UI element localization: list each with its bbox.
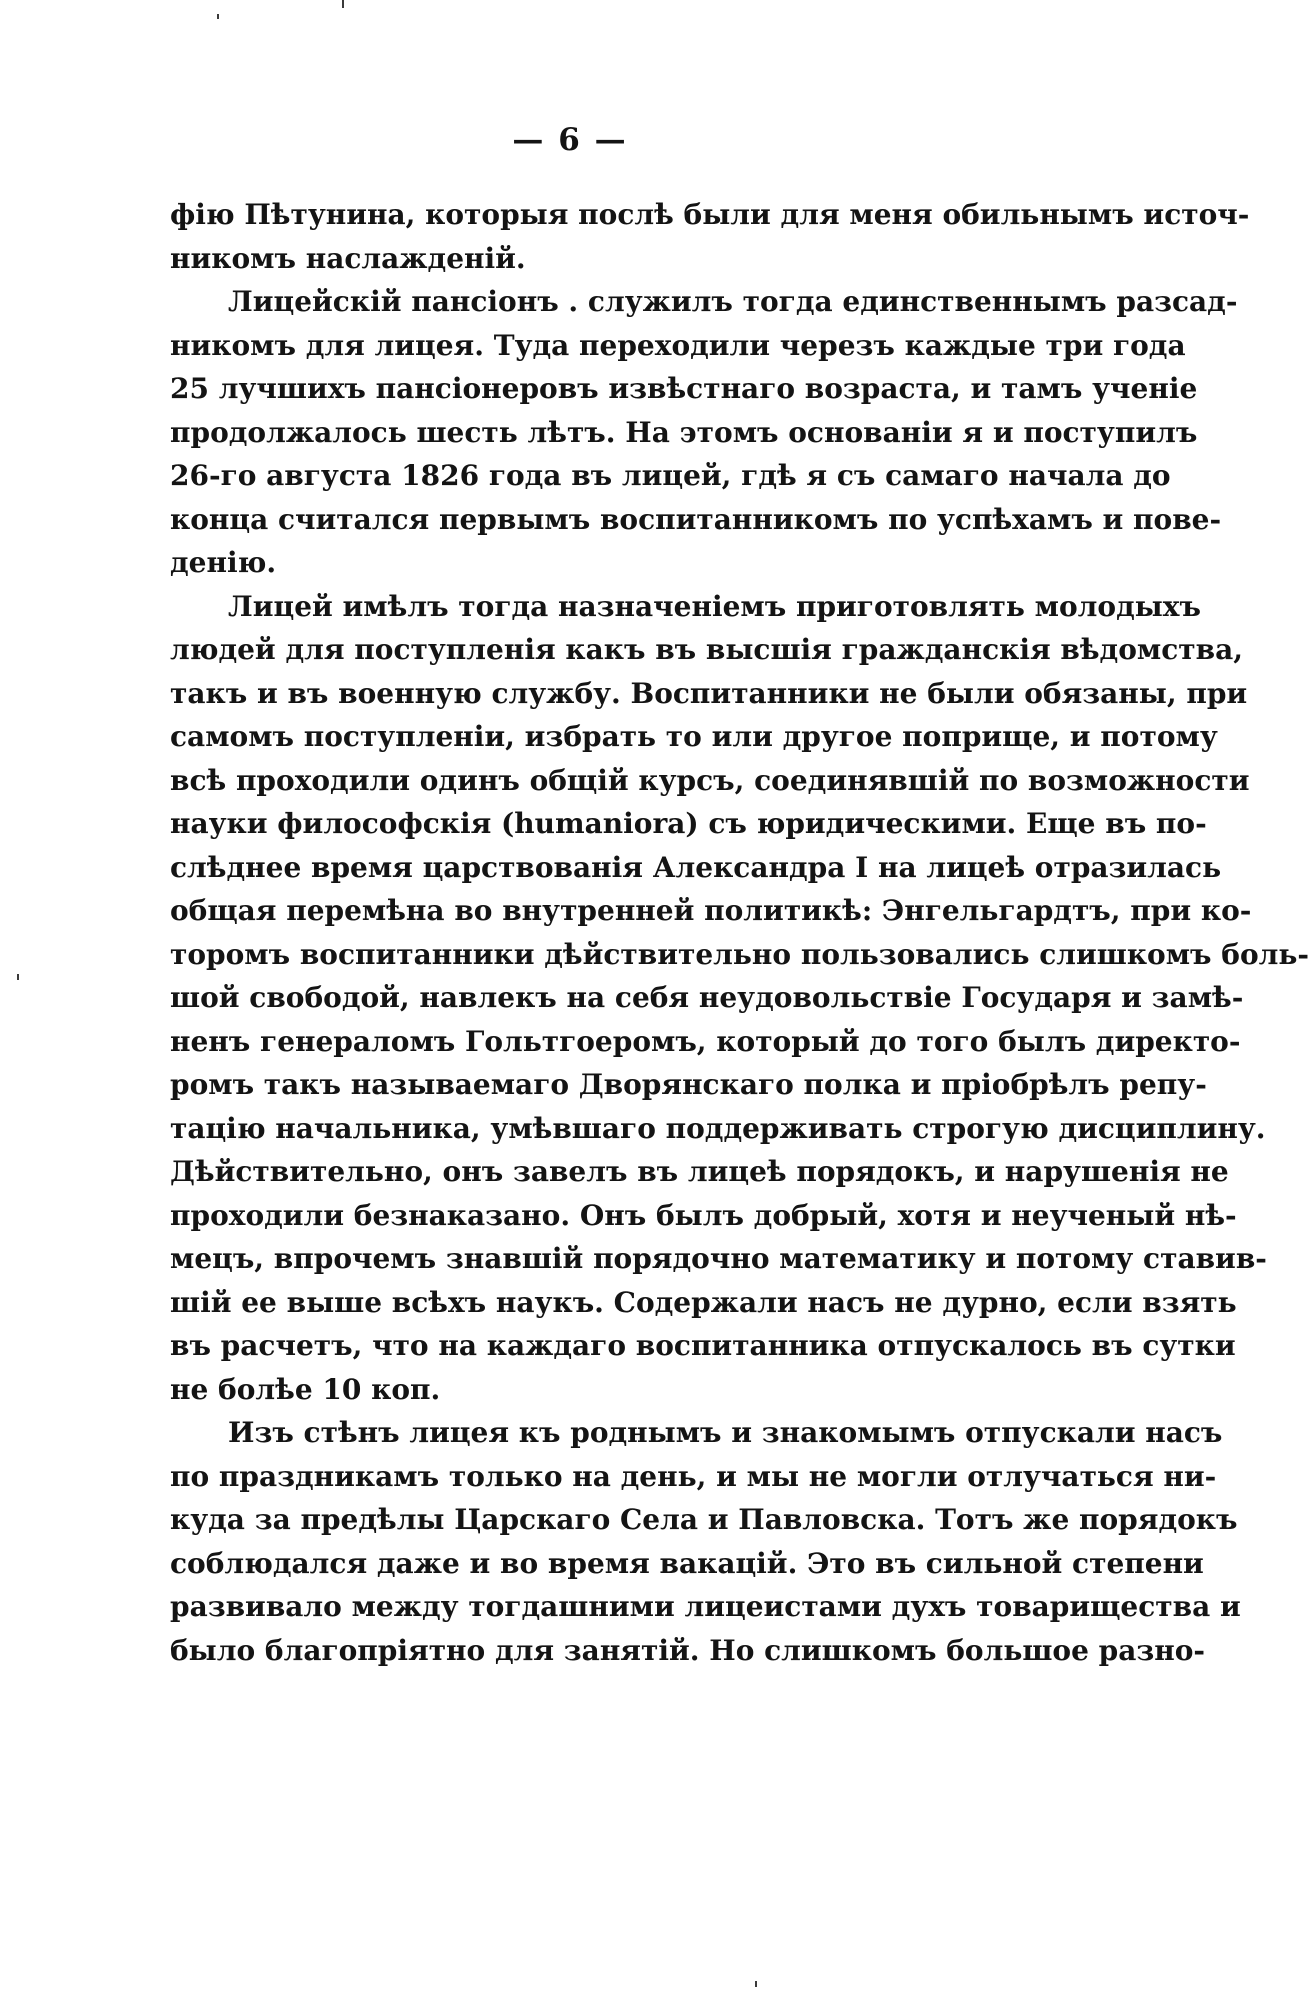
text-line: Дѣйствительно, онъ завелъ въ лицеѣ порядокъ, и нарушенія не (170, 1155, 1229, 1188)
text-line: было благопріятно для занятій. Но слишкомъ большое разно- (170, 1633, 1206, 1667)
text-line: въ расчетъ, что на каждаго воспитанника отпускалось въ сутки (170, 1329, 1236, 1362)
text-line: развивало между тогдашними лицеистами духъ товарищества и (170, 1590, 1241, 1623)
text-line: не болѣе 10 коп. (170, 1372, 441, 1406)
text-line: по праздникамъ только на день, и мы не могли отлучаться ни- (170, 1459, 1217, 1493)
text-line: ненъ генераломъ Гольтгоеромъ, который до того былъ директо- (170, 1024, 1241, 1058)
text-line: Лицейскій пансіонъ . служилъ тогда единственнымъ разсад- (228, 285, 1238, 318)
text-line: торомъ воспитанники дѣйствительно пользовались слишкомъ боль- (170, 937, 1309, 971)
paragraph-2 (170, 280, 1238, 585)
text-line: всѣ проходили одинъ общій курсъ, соединявшій по возможности (170, 763, 1250, 797)
text-line: науки философскія (humaniora) съ юридическими. Еще въ по- (170, 807, 1207, 840)
text-line: людей для поступленія какъ въ высшія гражданскія вѣдомства, (170, 633, 1243, 666)
paragraph-3 (170, 585, 1309, 1412)
text-line: общая перемѣна во внутренней политикѣ: Энгельгардтъ, при ко- (170, 894, 1252, 927)
text-line: слѣднее время царствованія Александра I на лицеѣ отразилась (170, 850, 1222, 884)
text-line: конца считался первымъ воспитанникомъ по успѣхамъ и пове- (170, 502, 1222, 536)
scan-speck-top (342, 0, 344, 8)
text-line: соблюдался даже и во время вакацій. Это въ сильной степени (170, 1546, 1204, 1580)
scan-speck-left-mid (17, 974, 19, 980)
text-line: ромъ такъ называемаго Дворянскаго полка и пріобрѣлъ репу- (170, 1068, 1207, 1101)
text-line: продолжалось шесть лѣтъ. На этомъ основаніи я и поступилъ (170, 415, 1198, 449)
paragraph-4 (170, 1411, 1241, 1672)
page-number: — 6 — (512, 122, 628, 158)
text-line: тацію начальника, умѣвшаго поддерживать строгую дисциплину. (170, 1111, 1266, 1145)
text-line: 25 лучшихъ пансіонеровъ извѣстнаго возраста, и тамъ ученіе (170, 372, 1198, 405)
text-line: фію Пѣтунина, которыя послѣ были для меня обильнымъ источ- (170, 198, 1250, 231)
text-line: мецъ, впрочемъ знавшій порядочно математику и потому ставив- (170, 1242, 1267, 1275)
body-text (170, 193, 1309, 1672)
text-line: шой свободой, навлекъ на себя неудовольствіе Государя и замѣ- (170, 981, 1244, 1014)
scan-speck-left-top (217, 14, 219, 19)
text-line: самомъ поступленіи, избрать то или другое поприще, и потому (170, 720, 1218, 753)
text-line: куда за предѣлы Царскаго Села и Павловска. Тотъ же порядокъ (170, 1503, 1238, 1536)
text-line: никомъ для лицея. Туда переходили черезъ каждые три года (170, 328, 1186, 362)
text-line: Изъ стѣнъ лицея къ роднымъ и знакомымъ отпускали насъ (228, 1416, 1223, 1449)
text-line: никомъ наслажденій. (170, 241, 526, 275)
text-line: такъ и въ военную службу. Воспитанники не были обязаны, при (170, 676, 1248, 710)
text-line: 26-го августа 1826 года въ лицей, гдѣ я съ самаго начала до (170, 459, 1171, 492)
text-line: шій ее выше всѣхъ наукъ. Содержали насъ не дурно, если взять (170, 1285, 1237, 1319)
paragraph-1 (170, 193, 1250, 280)
text-line: проходили безнаказано. Онъ былъ добрый, хотя и неученый нѣ- (170, 1198, 1237, 1232)
text-line: Лицей имѣлъ тогда назначеніемъ приготовлять молодыхъ (228, 589, 1201, 623)
scan-speck-bottom (755, 1981, 757, 1987)
text-line: денію. (170, 546, 277, 579)
